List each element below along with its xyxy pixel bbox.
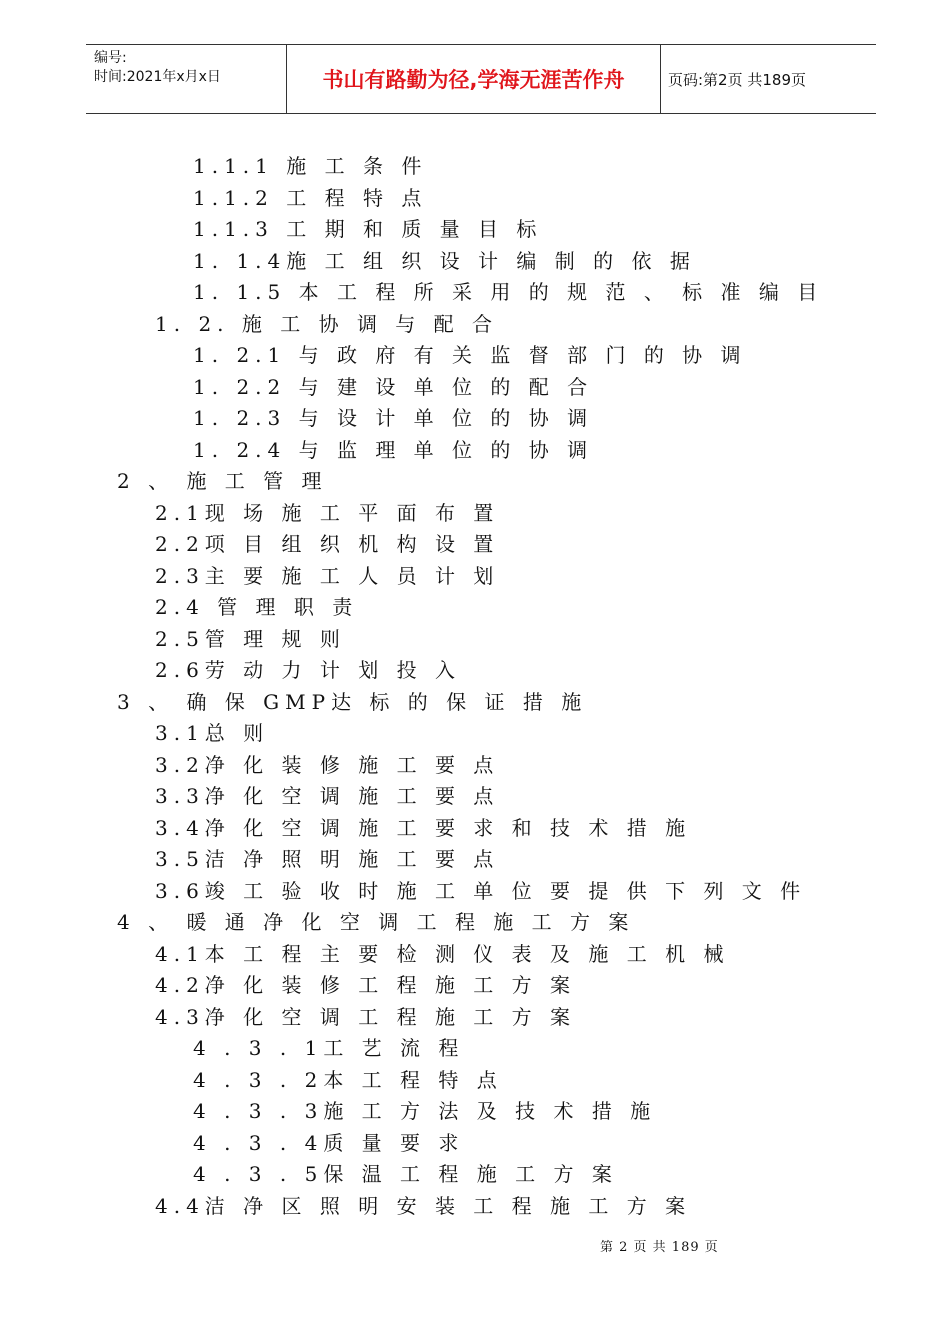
number-label: 编号: — [94, 50, 127, 66]
toc-line: 4.3净 化 空 调 工 程 施 工 方 案 — [155, 1005, 577, 1029]
toc-line: 3.4净 化 空 调 施 工 要 求 和 技 术 措 施 — [155, 816, 692, 840]
toc-line: 2.5管 理 规 则 — [155, 627, 346, 651]
toc-line: 2.2项 目 组 织 机 构 设 置 — [155, 532, 500, 556]
toc-line: 1.1.2 工 程 特 点 — [193, 186, 428, 210]
toc-line: 1. 2.3 与 设 计 单 位 的 协 调 — [193, 406, 594, 430]
toc-line: 1.1.1 施 工 条 件 — [193, 154, 428, 178]
toc-line: 1. 2. 施 工 协 调 与 配 合 — [155, 312, 499, 336]
toc-line: 4 . 3 . 3施 工 方 法 及 技 术 措 施 — [193, 1099, 657, 1123]
toc-line: 3.3净 化 空 调 施 工 要 点 — [155, 784, 500, 808]
toc-line: 1. 2.1 与 政 府 有 关 监 督 部 门 的 协 调 — [193, 343, 747, 367]
toc-line: 4 . 3 . 1工 艺 流 程 — [193, 1036, 465, 1060]
page-footer: 第 2 页 共 189 页 — [600, 1240, 719, 1255]
toc-line: 3 、 确 保 GMP达 标 的 保 证 措 施 — [117, 690, 588, 714]
toc-line: 1. 2.2 与 建 设 单 位 的 配 合 — [193, 375, 594, 399]
toc-line: 2.6劳 动 力 计 划 投 入 — [155, 658, 461, 682]
toc-line: 1. 1.5 本 工 程 所 采 用 的 规 范 、 标 准 编 目 — [193, 280, 824, 304]
toc-line: 4.2净 化 装 修 工 程 施 工 方 案 — [155, 973, 577, 997]
toc-line: 3.2净 化 装 修 施 工 要 点 — [155, 753, 500, 777]
toc-line: 1.1.3 工 期 和 质 量 目 标 — [193, 217, 543, 241]
toc-line: 4 . 3 . 5保 温 工 程 施 工 方 案 — [193, 1162, 618, 1186]
toc-line: 4 . 3 . 2本 工 程 特 点 — [193, 1068, 503, 1092]
toc-line: 2 、 施 工 管 理 — [117, 469, 328, 493]
toc-line: 1. 1.4施 工 组 织 设 计 编 制 的 依 据 — [193, 249, 696, 273]
toc-line: 3.6竣 工 验 收 时 施 工 单 位 要 提 供 下 列 文 件 — [155, 879, 807, 903]
toc-line: 3.5洁 净 照 明 施 工 要 点 — [155, 847, 500, 871]
toc-line: 2.1现 场 施 工 平 面 布 置 — [155, 501, 500, 525]
toc-line: 2.4 管 理 职 责 — [155, 595, 359, 619]
toc-line: 4 . 3 . 4质 量 要 求 — [193, 1131, 465, 1155]
toc-line: 1. 2.4 与 监 理 单 位 的 协 调 — [193, 438, 594, 462]
header-page-label: 页码:第2页 共189页 — [668, 70, 806, 89]
toc-line: 4.4洁 净 区 照 明 安 装 工 程 施 工 方 案 — [155, 1194, 692, 1218]
toc-line: 3.1总 则 — [155, 721, 270, 745]
toc-line: 4.1本 工 程 主 要 检 测 仪 表 及 施 工 机 械 — [155, 942, 730, 966]
header-motto: 书山有路勤为径,学海无涯苦作舟 — [287, 45, 661, 113]
toc-line: 2.3主 要 施 工 人 员 计 划 — [155, 564, 500, 588]
toc-line: 4 、 暖 通 净 化 空 调 工 程 施 工 方 案 — [117, 910, 635, 934]
time-label: 时间:2021年x月x日 — [94, 69, 221, 85]
